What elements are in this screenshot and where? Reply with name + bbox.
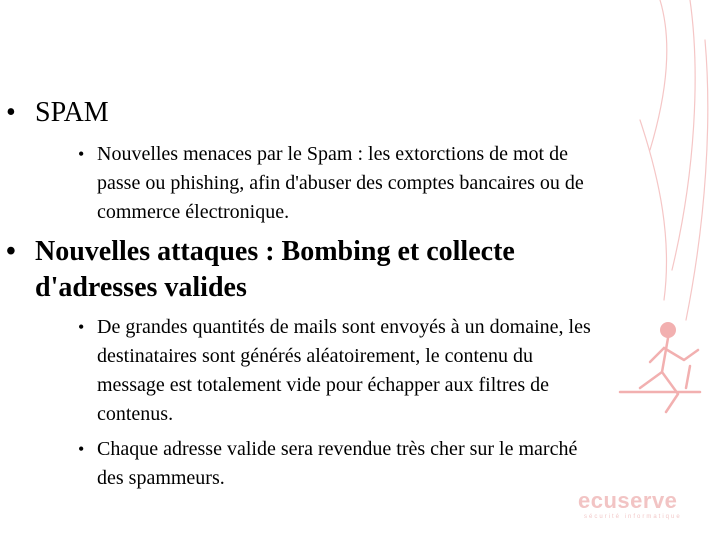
text-line: Chaque adresse valide sera revendue très cher sur le marché bbox=[97, 438, 578, 460]
text-line: contenus. bbox=[97, 403, 174, 425]
bullet-marker: • bbox=[6, 236, 16, 267]
text-line: De grandes quantités de mails sont envoyés à un domaine, les bbox=[97, 316, 591, 338]
sub-bullet-marker: • bbox=[78, 439, 85, 459]
text-line: destinataires sont générés aléatoirement, le contenu du bbox=[97, 345, 533, 367]
text-line: d'adresses valides bbox=[35, 272, 247, 303]
bullet-heading-spam: SPAM bbox=[35, 97, 109, 128]
sub-bullet-spam-threats bbox=[78, 140, 698, 227]
sub-bullet-marker: • bbox=[78, 144, 85, 164]
text-line: Nouvelles attaques : Bombing et collecte bbox=[35, 236, 515, 267]
text-line: Nouvelles menaces par le Spam : les extorctions de mot de bbox=[97, 143, 568, 165]
sub-bullet-text bbox=[97, 140, 698, 227]
bullet-spam bbox=[6, 95, 646, 131]
text-line: commerce électronique. bbox=[97, 201, 290, 223]
sub-bullet-bombing bbox=[78, 313, 698, 429]
bullet-heading-new-attacks bbox=[35, 234, 646, 306]
bullet-new-attacks bbox=[6, 234, 646, 306]
bullet-marker: • bbox=[6, 97, 16, 128]
text-line: message est totalement vide pour échapper aux filtres de bbox=[97, 374, 550, 396]
text-line: des spammeurs. bbox=[97, 467, 225, 489]
company-logo bbox=[578, 488, 702, 524]
text-line: passe ou phishing, afin d'abuser des comptes bancaires ou de bbox=[97, 172, 584, 194]
sub-bullet-marker: • bbox=[78, 317, 85, 337]
logo-tagline: sécurité informatique bbox=[584, 514, 682, 520]
logo-wordmark: ecuserve bbox=[578, 488, 678, 513]
sub-bullet-text bbox=[97, 313, 698, 429]
sub-bullet-text bbox=[97, 435, 698, 493]
sub-bullet-resale bbox=[78, 435, 698, 493]
